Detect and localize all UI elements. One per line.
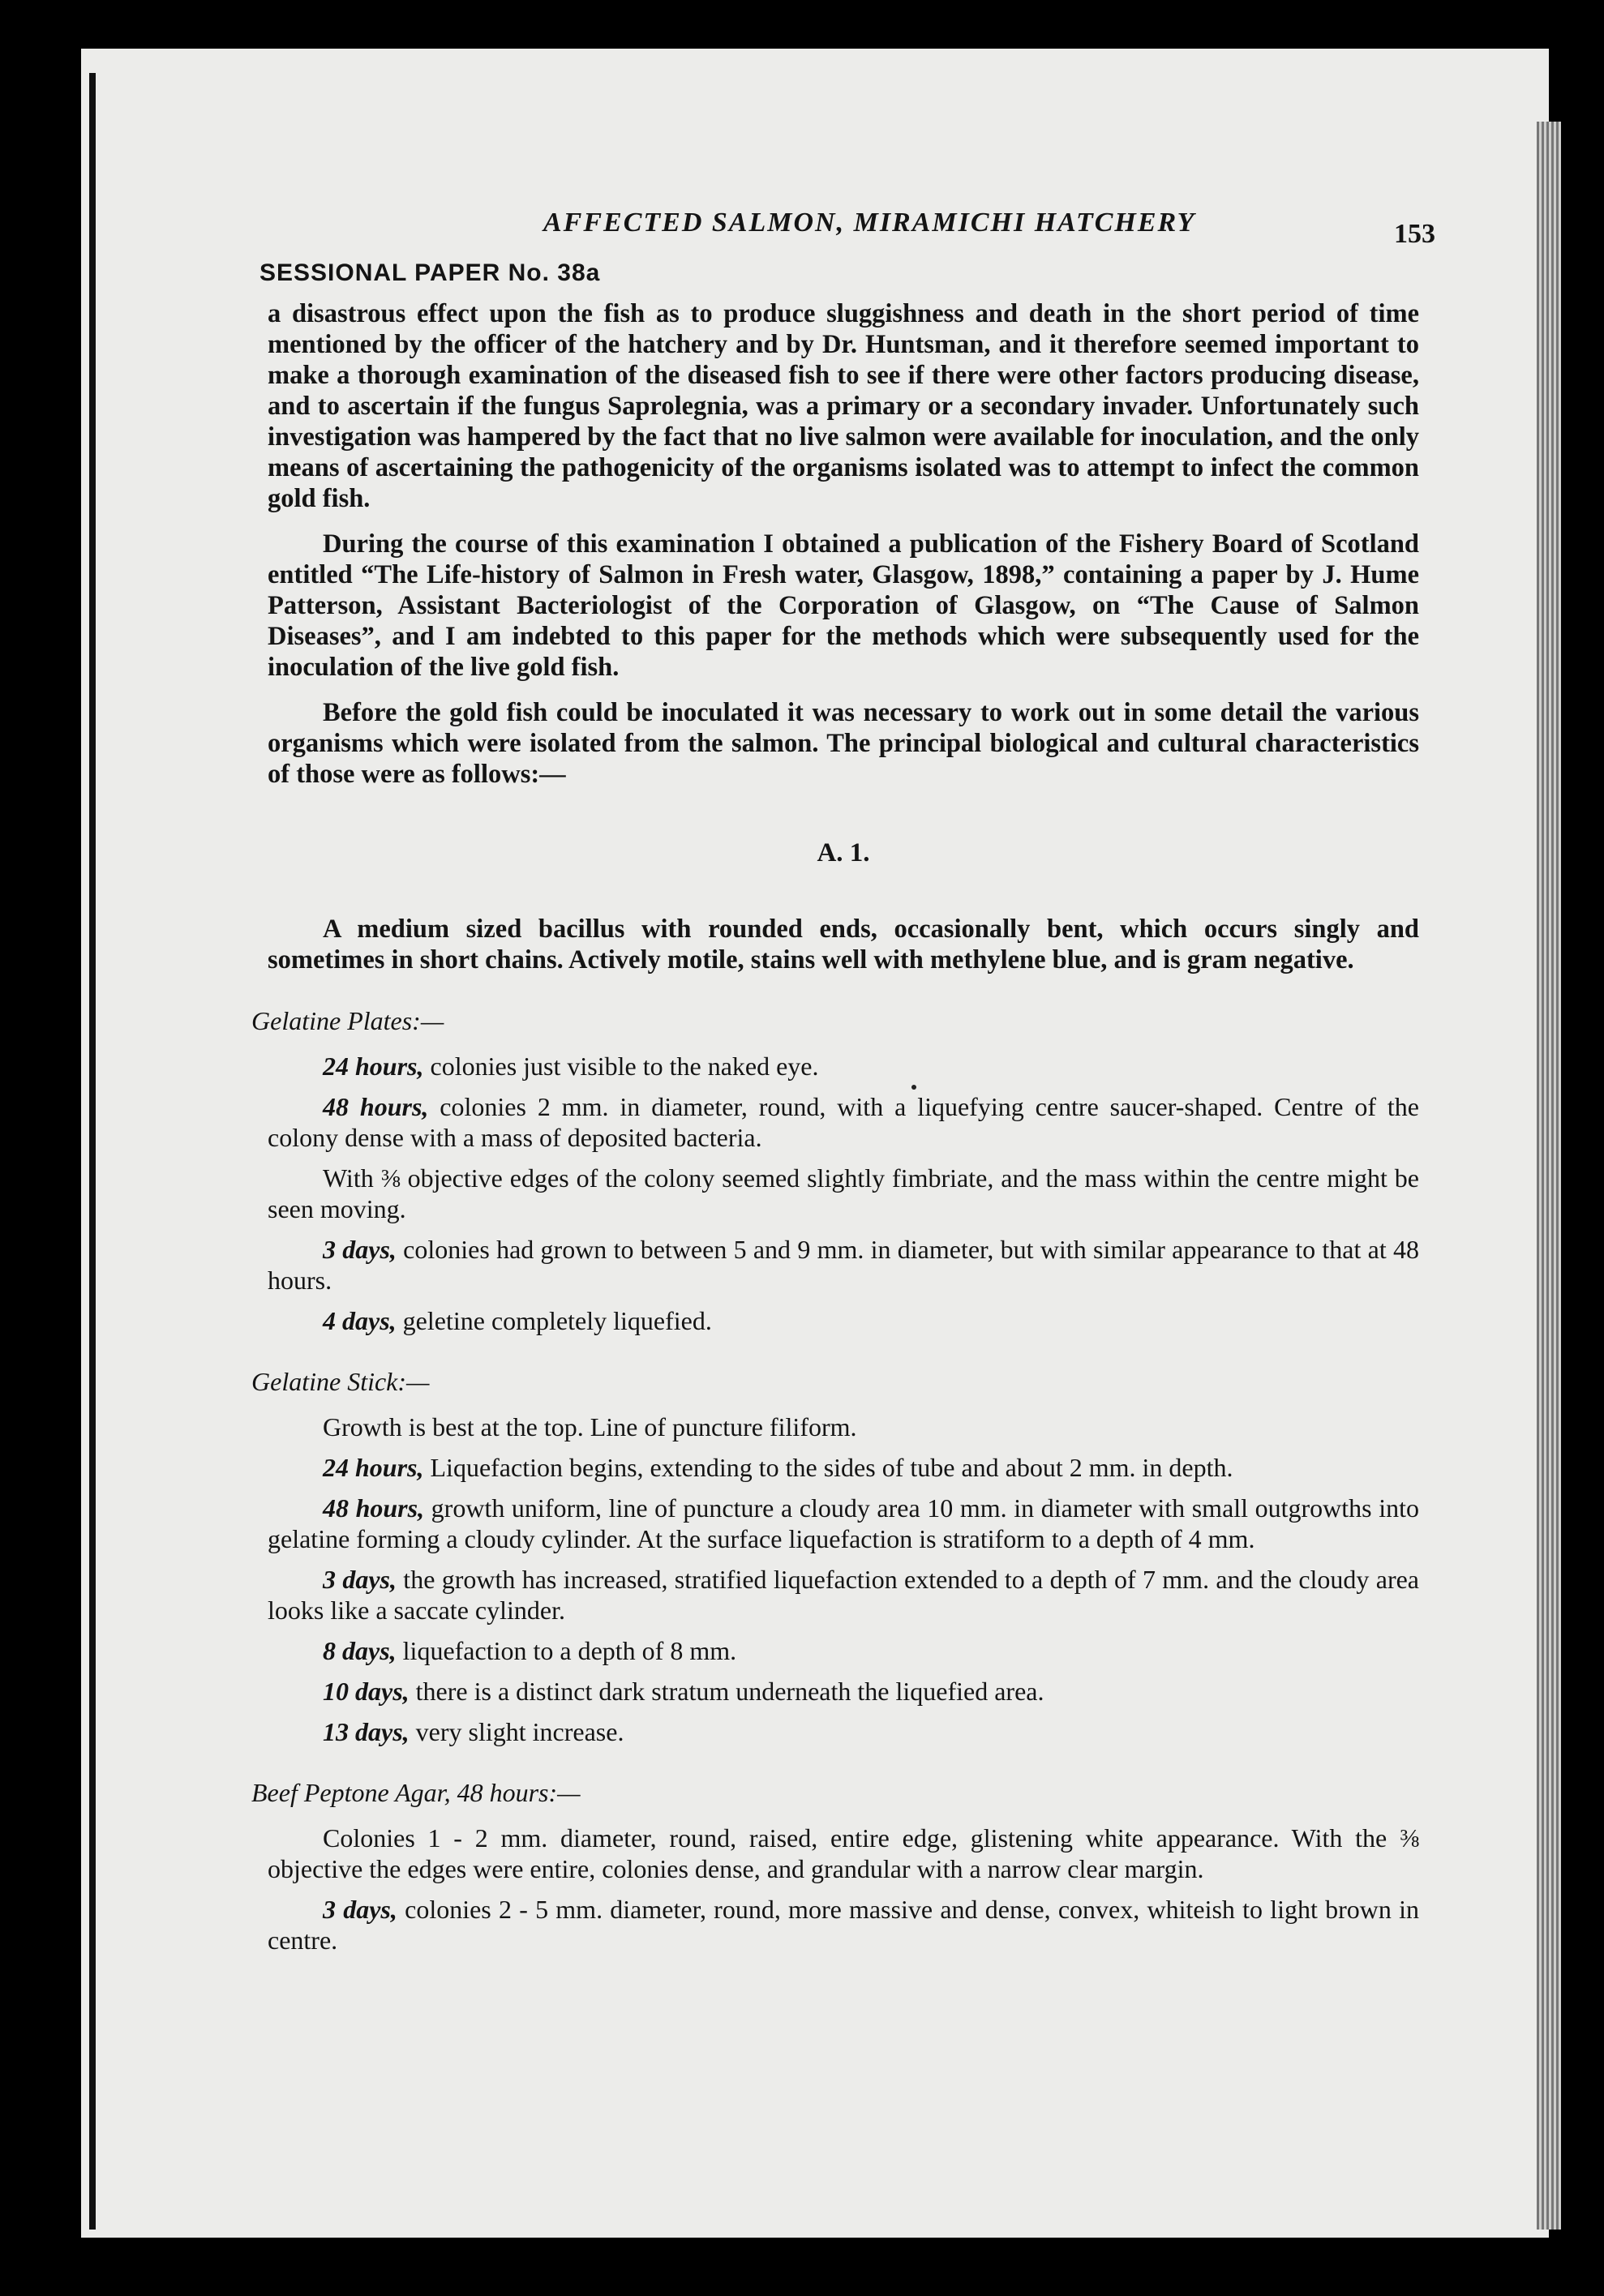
gelatine-stick-entry: 8 days, liquefaction to a depth of 8 mm. <box>323 1636 737 1665</box>
gelatine-stick-entry: 10 days, there is a distinct dark stratum underneath the liquefied area. <box>323 1677 1044 1706</box>
sessional-paper-label: SESSIONAL PAPER No. 38a <box>259 259 601 286</box>
running-head-title: AFFECTED SALMON, MIRAMICHI HATCHERY <box>543 208 1196 238</box>
gelatine-stick-entry: 48 hours, growth uniform, line of puncture a cloudy area 10 mm. in diameter with small outgrowths into gelatine forming a cloudy cylinder. At the surface liquefaction is stratiform to a depth of 4 mm. <box>268 1493 1420 1553</box>
body-text <box>268 298 1419 975</box>
gelatine-plates-entry: 24 hours, colonies just visible to the naked eye. <box>323 1052 819 1081</box>
gelatine-stick-section <box>251 1367 1420 1747</box>
gelatine-plates-entry: 3 days, colonies had grown to between 5 and 9 mm. in diameter, but with similar appearance to that at 48 hours. <box>268 1235 1420 1295</box>
paragraph-3: Before the gold fish could be inoculated it was necessary to work out in some detail the various organisms which were isolated from the salmon. The principal biological and cultural characteristics of those were as follows:— <box>268 698 1419 789</box>
gelatine-stick-entry: 24 hours, Liquefaction begins, extending to the sides of tube and about 2 mm. in depth. <box>323 1453 1233 1482</box>
organism-description: A medium sized bacillus with rounded ends, occasionally bent, which occurs singly and sometimes in short chains. Actively motile, stains well with methylene blue, and is gram negative. <box>268 915 1419 975</box>
page-binding-line <box>89 73 96 2230</box>
beef-agar-section <box>251 1778 1420 1955</box>
gelatine-stick-entry: 3 days, the growth has increased, stratified liquefaction extended to a depth of 7 mm. and the cloudy area looks like a saccate cylinder. <box>268 1565 1420 1625</box>
gelatine-stick-heading: Gelatine Stick:— <box>251 1367 430 1396</box>
gelatine-plates-entry: 48 hours, colonies 2 mm. in diameter, round, with a liquefying centre saucer-shaped. Centre of the colony dense with a mass of deposited bacteria. <box>268 1092 1420 1152</box>
page-content <box>251 203 1435 1955</box>
beef-agar-entry: 3 days, colonies 2 - 5 mm. diameter, round, more massive and dense, convex, whiteish to light brown in centre. <box>268 1895 1420 1955</box>
paragraph-2: During the course of this examination I obtained a publication of the Fishery Board of Scotland entitled “The Life-history of Salmon in Fresh water, Glasgow, 1898,” containing a paper by J. Hume Patterson, Assistant Bacteriologist of the Corporation of Glasgow, on “The Cause of Salmon Diseases”, and I am indebted to this paper for the methods which were subsequently used for the inoculation of the live gold fish. <box>268 529 1419 682</box>
gelatine-plates-heading: Gelatine Plates:— <box>251 1006 444 1035</box>
beef-agar-heading: Beef Peptone Agar, 48 hours:— <box>251 1778 581 1807</box>
beef-agar-entry: Colonies 1 - 2 mm. diameter, round, raised, entire edge, glistening white appearance. With the ⅜ objective the edges were entire, colonies dense, and grandular with a narrow clear margin. <box>268 1823 1419 1883</box>
gelatine-stick-entry: 13 days, very slight increase. <box>323 1717 624 1746</box>
gelatine-plates-entry: With ⅜ objective edges of the colony seemed slightly fimbriate, and the mass within the centre might be seen moving. <box>268 1163 1419 1223</box>
running-head <box>268 203 1435 251</box>
page-number: 153 <box>1394 219 1435 249</box>
page-edge-stack <box>1537 122 1561 2230</box>
gelatine-plates-section <box>251 1006 1420 1336</box>
gelatine-plates-entry: 4 days, geletine completely liquefied. <box>323 1306 712 1335</box>
gelatine-stick-entry: Growth is best at the top. Line of puncture filiform. <box>323 1412 857 1441</box>
section-heading: A. 1. <box>817 838 870 867</box>
paragraph-1: a disastrous effect upon the fish as to produce sluggishness and death in the short period of time mentioned by the officer of the hatchery and by Dr. Huntsman, and it therefore seemed important to make a thorough examination of the diseased fish to see if there were other factors producing disease, and to ascertain if the fungus Saprolegnia, was a primary or a secondary invader. Unfortunately such investigation was hampered by the fact that no live salmon were available for inoculation, and the only means of ascertaining the pathogenicity of the organisms isolated was to attempt to infect the common gold fish. <box>268 299 1419 513</box>
